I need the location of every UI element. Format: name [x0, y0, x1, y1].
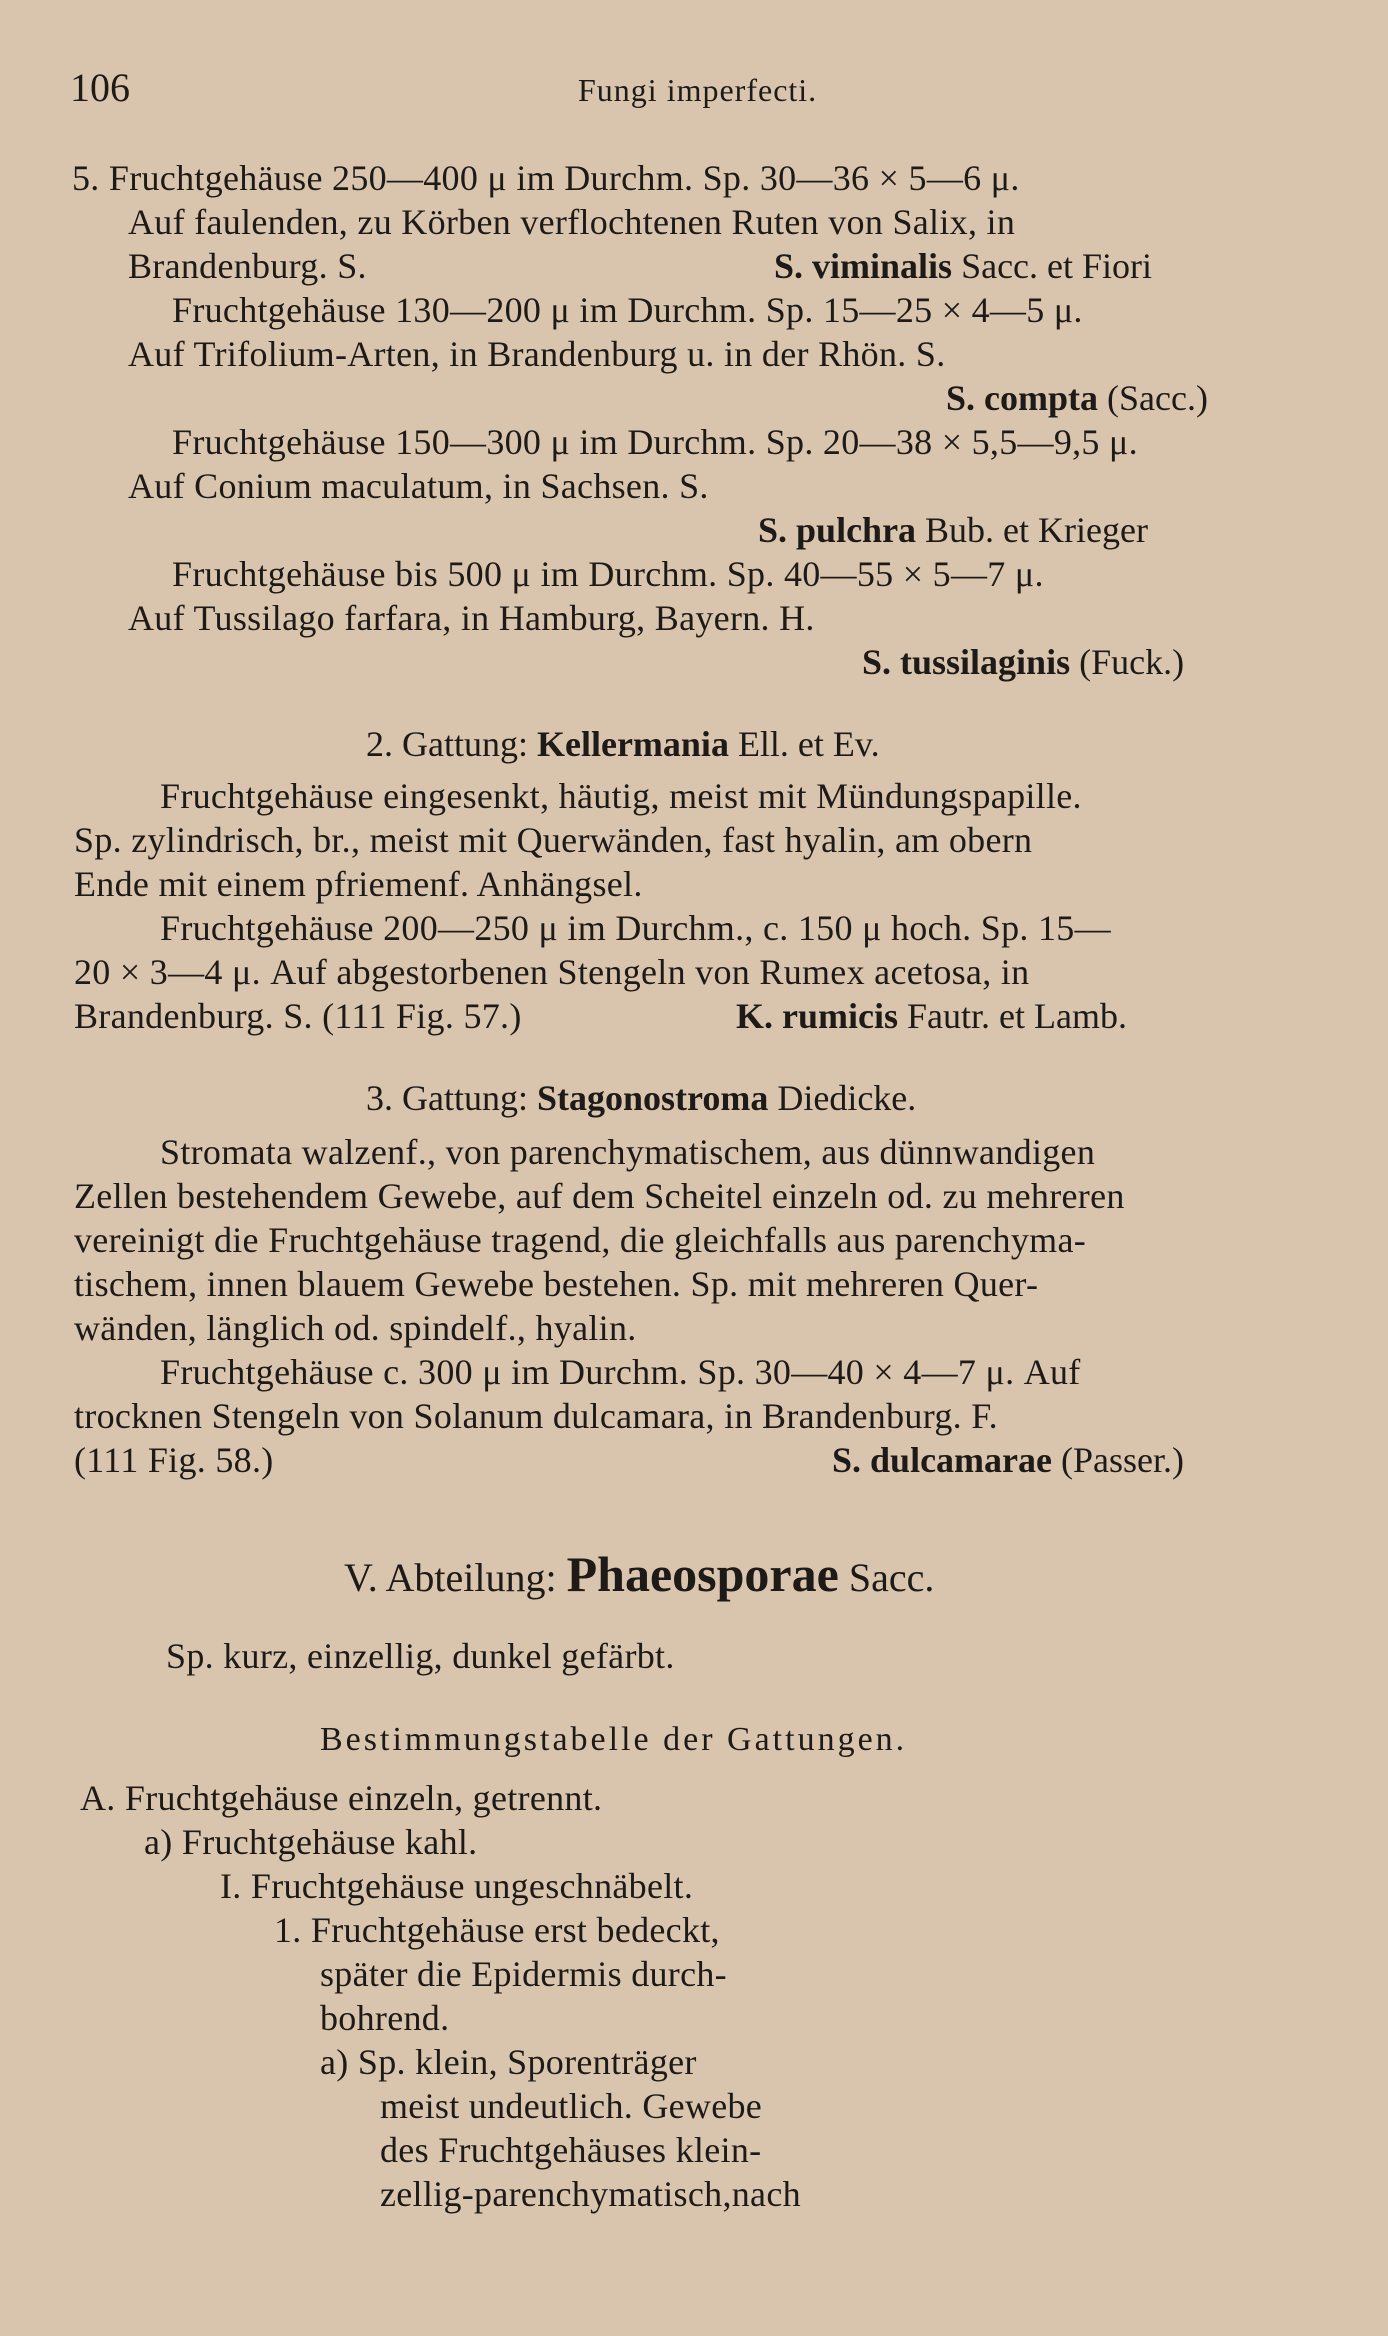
running-title: Fungi imperfecti.	[578, 72, 818, 108]
key-line: A. Fruchtgehäuse einzeln, getrennt.	[80, 1778, 603, 1818]
text-line: Brandenburg. S. (111 Fig. 57.)	[74, 996, 522, 1036]
genus-heading-prefix: 3. Gattung:	[366, 1078, 528, 1118]
text-line: Fruchtgehäuse 150—300 μ im Durchm. Sp. 20—38 × 5,5—9,5 μ.	[172, 422, 1138, 462]
text-line: Fruchtgehäuse bis 500 μ im Durchm. Sp. 40—55 × 5—7 μ.	[172, 554, 1044, 594]
text-line: Zellen bestehendem Gewebe, auf dem Scheitel einzeln od. zu mehreren	[74, 1176, 1125, 1216]
text-line: 5. Fruchtgehäuse 250—400 μ im Durchm. Sp. 30—36 × 5—6 μ.	[72, 158, 1020, 198]
division-prefix: V. Abteilung:	[344, 1555, 557, 1600]
species-entry	[832, 1438, 1184, 1482]
species-entry	[758, 508, 1148, 552]
text-line: Auf Conium maculatum, in Sachsen. S.	[128, 466, 709, 506]
key-title: Bestimmungstabelle der Gattungen.	[320, 1721, 908, 1758]
text-line: Brandenburg. S.	[128, 246, 367, 286]
text-line: wänden, länglich od. spindelf., hyalin.	[74, 1308, 637, 1348]
text-line: Fruchtgehäuse eingesenkt, häutig, meist mit Mündungspapille.	[160, 776, 1082, 816]
key-line: I. Fruchtgehäuse ungeschnäbelt.	[220, 1866, 694, 1906]
key-line: meist undeutlich. Gewebe	[380, 2086, 763, 2126]
species-author: Bub. et Krieger	[925, 510, 1148, 550]
text-line: Sp. zylindrisch, br., meist mit Querwänden, fast hyalin, am obern	[74, 820, 1033, 860]
key-line: a) Fruchtgehäuse kahl.	[144, 1822, 478, 1862]
text-line: Auf Trifolium-Arten, in Brandenburg u. in der Rhön. S.	[128, 334, 946, 374]
key-line: a) Sp. klein, Sporenträger	[320, 2042, 697, 2082]
text-line: Stromata walzenf., von parenchymatischem, aus dünnwandigen	[160, 1132, 1096, 1172]
text-line: Auf Tussilago farfara, in Hamburg, Bayern. H.	[128, 598, 815, 638]
text-line: (111 Fig. 58.)	[74, 1440, 274, 1480]
species-entry	[862, 640, 1184, 684]
species-author: Fautr. et Lamb.	[906, 996, 1127, 1036]
species-author: (Sacc.)	[1107, 378, 1208, 418]
text-line: Fruchtgehäuse 130—200 μ im Durchm. Sp. 15—25 × 4—5 μ.	[172, 290, 1083, 330]
text-line: Auf faulenden, zu Körben verflochtenen Ruten von Salix, in	[128, 202, 1016, 242]
division-name: Phaeosporae	[566, 1546, 839, 1602]
key-line: später die Epidermis durch-	[320, 1954, 727, 1994]
genus-name: Stagonostroma	[536, 1078, 769, 1118]
species-name: S. tussilaginis	[862, 642, 1071, 682]
species-entry	[946, 376, 1208, 420]
species-name: S. pulchra	[758, 510, 917, 550]
key-line: 1. Fruchtgehäuse erst bedeckt,	[274, 1910, 720, 1950]
species-author: Sacc. et Fiori	[961, 246, 1153, 286]
species-entry	[736, 994, 1127, 1038]
key-line: des Fruchtgehäuses klein-	[380, 2130, 762, 2170]
genus-author: Diedicke.	[777, 1078, 917, 1118]
division-description: Sp. kurz, einzellig, dunkel gefärbt.	[166, 1636, 675, 1676]
species-author: (Passer.)	[1061, 1440, 1184, 1480]
text-line: tischem, innen blauem Gewebe bestehen. Sp. mit mehreren Quer-	[74, 1264, 1039, 1304]
page-number: 106	[70, 65, 130, 110]
division-author: Sacc.	[848, 1555, 935, 1600]
division-heading	[344, 1544, 934, 1608]
species-entry	[774, 244, 1152, 288]
species-name: K. rumicis	[736, 996, 898, 1036]
genus-heading	[366, 722, 880, 766]
text-line: 20 × 3—4 μ. Auf abgestorbenen Stengeln von Rumex acetosa, in	[74, 952, 1030, 992]
genus-author: Ell. et Ev.	[737, 724, 880, 764]
species-name: S. viminalis	[774, 246, 953, 286]
key-line: bohrend.	[320, 1998, 450, 2038]
text-line: vereinigt die Fruchtgehäuse tragend, die gleichfalls aus parenchyma-	[74, 1220, 1087, 1260]
species-author: (Fuck.)	[1079, 642, 1185, 682]
genus-name: Kellermania	[536, 724, 729, 764]
text-line: Ende mit einem pfriemenf. Anhängsel.	[74, 864, 643, 904]
text-line: Fruchtgehäuse 200—250 μ im Durchm., c. 150 μ hoch. Sp. 15—	[160, 908, 1111, 948]
genus-heading-prefix: 2. Gattung:	[366, 724, 528, 764]
text-line: Fruchtgehäuse c. 300 μ im Durchm. Sp. 30—40 × 4—7 μ. Auf	[160, 1352, 1081, 1392]
key-line: zellig-parenchymatisch,nach	[380, 2174, 801, 2214]
text-line: trocknen Stengeln von Solanum dulcamara, in Brandenburg. F.	[74, 1396, 998, 1436]
species-name: S. compta	[946, 378, 1098, 418]
species-name: S. dulcamarae	[832, 1440, 1052, 1480]
genus-heading	[366, 1076, 916, 1120]
